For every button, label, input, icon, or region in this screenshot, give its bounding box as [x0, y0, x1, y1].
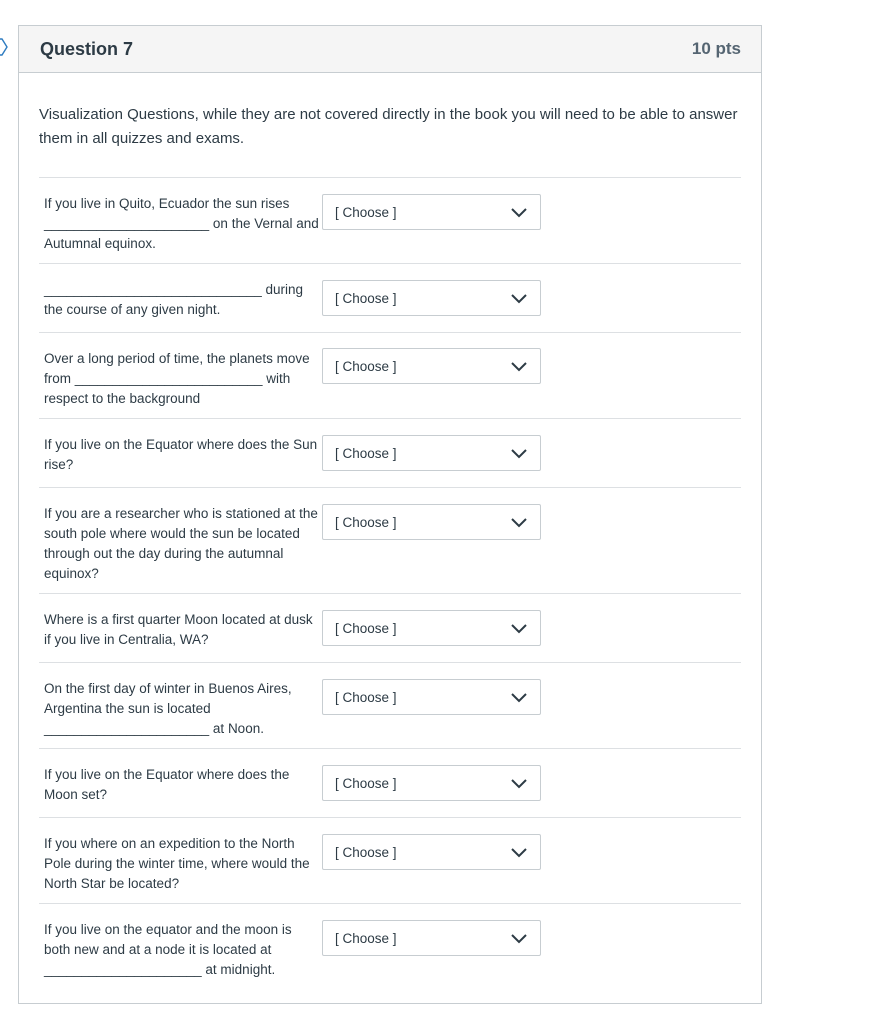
answer-row — [39, 903, 741, 994]
answer-row — [39, 263, 741, 332]
answer-select[interactable] — [322, 504, 541, 540]
answer-prompt: _____________________________ during the course of any given night. — [44, 282, 304, 317]
answer-prompt: If you where on an expedition to the North Pole during the winter time, where would the North Star be located? — [44, 836, 310, 891]
answer-select[interactable] — [322, 920, 541, 956]
answer-select-value: [ Choose ] — [335, 358, 397, 374]
answer-select-value: [ Choose ] — [335, 620, 397, 636]
chevron-down-icon — [510, 516, 528, 528]
answer-row — [39, 332, 741, 418]
answer-prompt: If you are a researcher who is stationed at the south pole where would the sun be located through out the day during the autumnal equinox? — [44, 506, 318, 581]
answer-select-value: [ Choose ] — [335, 514, 397, 530]
answer-prompt: If you live on the Equator where does the Moon set? — [44, 767, 290, 802]
answer-select-value: [ Choose ] — [335, 689, 397, 705]
question-flag-icon[interactable] — [0, 38, 8, 56]
answer-select[interactable] — [322, 834, 541, 870]
question-card — [18, 25, 762, 1004]
answer-row — [39, 418, 741, 487]
question-intro: Visualization Questions, while they are not covered directly in the book you will need to be able to answer them in all quizzes and exams. — [39, 106, 738, 147]
answer-select-value: [ Choose ] — [335, 204, 397, 220]
answer-select[interactable] — [322, 435, 541, 471]
answer-row — [39, 748, 741, 817]
question-points: 10 pts — [691, 39, 741, 58]
chevron-down-icon — [510, 292, 528, 304]
answer-select[interactable] — [322, 194, 541, 230]
answer-select-value: [ Choose ] — [335, 775, 397, 791]
answer-prompt: If you live in Quito, Ecuador the sun rises ______________________ on the Vernal and Autumnal equinox. — [44, 196, 319, 251]
chevron-down-icon — [510, 777, 528, 789]
answer-select[interactable] — [322, 280, 541, 316]
answer-row — [39, 487, 741, 593]
answer-select-value: [ Choose ] — [335, 844, 397, 860]
question-title: Question 7 — [40, 38, 134, 59]
chevron-down-icon — [510, 447, 528, 459]
answer-prompt: Where is a first quarter Moon located at dusk if you live in Centralia, WA? — [44, 612, 313, 647]
answer-select[interactable] — [322, 765, 541, 801]
answer-select-value: [ Choose ] — [335, 290, 397, 306]
answer-prompt: If you live on the Equator where does the Sun rise? — [44, 437, 318, 472]
chevron-down-icon — [510, 360, 528, 372]
answer-row — [39, 593, 741, 662]
answer-select[interactable] — [322, 610, 541, 646]
answer-select[interactable] — [322, 348, 541, 384]
answer-prompt: If you live on the equator and the moon is both new and at a node it is located at _____________________ at midnight. — [44, 922, 292, 977]
answer-prompt: On the first day of winter in Buenos Aires, Argentina the sun is located ______________________ at Noon. — [44, 681, 292, 736]
chevron-down-icon — [510, 932, 528, 944]
chevron-down-icon — [510, 622, 528, 634]
answer-select-value: [ Choose ] — [335, 930, 397, 946]
question-header — [19, 26, 761, 73]
chevron-down-icon — [510, 206, 528, 218]
answer-row — [39, 177, 741, 263]
answer-row — [39, 662, 741, 748]
chevron-down-icon — [510, 846, 528, 858]
answer-select[interactable] — [322, 679, 541, 715]
answer-select-value: [ Choose ] — [335, 445, 397, 461]
chevron-down-icon — [510, 691, 528, 703]
answer-row — [39, 817, 741, 903]
answer-prompt: Over a long period of time, the planets move from _________________________ with respect to the background — [44, 351, 310, 406]
question-body — [19, 73, 761, 994]
